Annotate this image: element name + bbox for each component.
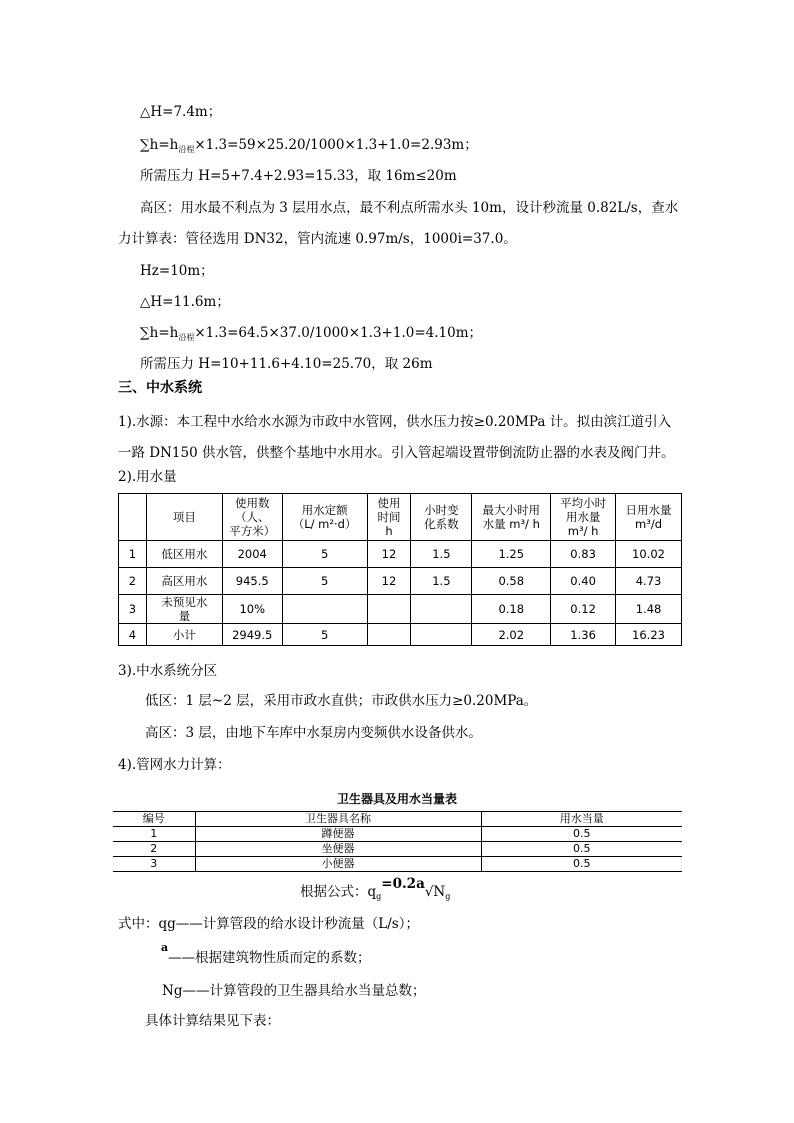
header-line: 时间 <box>377 510 401 524</box>
header-line: 用水定额 <box>301 503 348 517</box>
header-line: m³/d <box>635 517 663 531</box>
table-cell: 蹲便器 <box>195 827 481 842</box>
table-cell: 16.23 <box>616 624 682 646</box>
table-cell: 1 <box>119 541 147 568</box>
table-cell: 10% <box>222 595 282 624</box>
table-cell: 坐便器 <box>195 842 481 857</box>
table-cell: 4.73 <box>616 568 682 595</box>
table-cell: 低区用水 <box>146 541 222 568</box>
table-cell: 945.5 <box>222 568 282 595</box>
fixture-equivalent-table <box>113 811 682 872</box>
table-row <box>119 541 682 568</box>
table-cell: 1.48 <box>616 595 682 624</box>
subscript: 沿程 <box>178 145 195 154</box>
header-cell <box>551 494 616 541</box>
header-line: 平方米） <box>229 524 276 538</box>
table-cell: 3 <box>113 857 195 872</box>
table-cell: 5 <box>282 568 367 595</box>
table-cell: 2004 <box>222 541 282 568</box>
text-line: 力计算表：管径选用 DN32，管内流速 0.97m/s，1000i=37.0。 <box>118 231 517 247</box>
header-cell <box>411 494 472 541</box>
header-line: （L/ m²·d） <box>292 517 357 531</box>
table-cell: 1.5 <box>411 541 472 568</box>
table-cell <box>146 595 222 624</box>
table-row <box>113 827 682 842</box>
table-cell: 0.5 <box>481 842 682 857</box>
header-line: 平均小时 <box>560 496 607 510</box>
formula-symbol: q <box>367 884 377 900</box>
table-cell: 2949.5 <box>222 624 282 646</box>
table-row <box>119 624 682 646</box>
text-line: ——根据建筑物性质而定的系数； <box>168 950 371 966</box>
header-cell <box>616 494 682 541</box>
text-line: 所需压力 H=5+7.4+2.93=15.33，取 16m≤20m <box>140 168 457 184</box>
subscript: g <box>376 892 382 901</box>
table-cell: 0.58 <box>472 568 551 595</box>
header-line: （人、 <box>234 510 270 524</box>
text-line: 式中：qg——计算管段的给水设计秒流量（L/s）； <box>118 916 419 932</box>
header-line: h <box>385 524 393 538</box>
header-line: m³/ h <box>567 524 599 538</box>
table-cell: 2 <box>119 568 147 595</box>
table-cell <box>367 595 411 624</box>
header-cell <box>119 494 147 541</box>
table-cell: 1 <box>113 827 195 842</box>
table-cell: 2.02 <box>472 624 551 646</box>
header-cell <box>472 494 551 541</box>
formula-label: 根据公式： <box>300 884 368 900</box>
table-row <box>119 595 682 624</box>
text-line: Hz=10m； <box>140 263 214 279</box>
table-cell <box>282 595 367 624</box>
table-cell: 5 <box>282 624 367 646</box>
text-line: △H=11.6m； <box>140 294 230 310</box>
header-cell <box>367 494 411 541</box>
cell-line: 量 <box>178 609 191 623</box>
text-fragment: ∑h=h <box>140 325 179 341</box>
table-caption: 卫生器具及用水当量表 <box>336 792 457 806</box>
table-row <box>113 857 682 872</box>
header-cell <box>282 494 367 541</box>
text-line: 低区：1 层~2 层，采用市政水直供；市政供水压力≥0.20MPa。 <box>145 693 538 709</box>
text-line: 2).用水量 <box>118 469 177 485</box>
header-cell: 用水当量 <box>481 812 682 827</box>
table-cell: 1.5 <box>411 568 472 595</box>
text-fragment: ∑h=h <box>140 137 179 153</box>
header-cell <box>222 494 282 541</box>
table-cell: 2 <box>113 842 195 857</box>
header-line: 小时变 <box>424 503 459 517</box>
table-row <box>113 842 682 857</box>
text-line <box>140 325 482 346</box>
table-cell: 5 <box>282 541 367 568</box>
header-line: 使用数 <box>234 496 270 510</box>
header-cell: 编号 <box>113 812 195 827</box>
header-line: 日用水量 <box>625 503 672 517</box>
flow-formula <box>300 876 451 901</box>
table-cell: 0.83 <box>551 541 616 568</box>
text-line: 3).中水系统分区 <box>118 663 218 679</box>
water-usage-table <box>118 493 682 646</box>
text-line: 1).水源：本工程中水给水水源为市政中水管网，供水压力按≥0.20MPa 计。拟由滨江道引入 <box>118 414 672 430</box>
table-header-row <box>119 494 682 541</box>
text-line: 高区：用水最不利点为 3 层用水点，最不利点所需水头 10m，设计秒流量 0.82L/s，查水 <box>140 200 679 216</box>
table-cell: 0.12 <box>551 595 616 624</box>
text-fragment: ×1.3=64.5×37.0/1000×1.3+1.0=4.10m； <box>194 325 483 341</box>
table-header-row <box>113 812 682 827</box>
table-cell: 0.5 <box>481 827 682 842</box>
table-cell: 12 <box>367 568 411 595</box>
table-cell <box>367 624 411 646</box>
header-cell: 卫生器具名称 <box>195 812 481 827</box>
table-cell: 高区用水 <box>146 568 222 595</box>
header-line: 最大小时用 <box>482 503 540 517</box>
formula-coefficient: =0.2a <box>381 876 425 892</box>
table-cell: 0.18 <box>472 595 551 624</box>
subscript: g <box>445 892 451 901</box>
table-cell: 10.02 <box>616 541 682 568</box>
header-line: 用水量 <box>565 510 601 524</box>
table-cell: 4 <box>119 624 147 646</box>
table-cell: 小计 <box>146 624 222 646</box>
header-line: 水量 m³/ h <box>482 517 540 531</box>
table-cell: 0.40 <box>551 568 616 595</box>
header-cell: 项目 <box>146 494 222 541</box>
text-line: 一路 DN150 供水管，供整个基地中水用水。引入管起端设置带倒流防止器的水表及阀门井。 <box>118 445 675 461</box>
table-cell: 1.36 <box>551 624 616 646</box>
table-cell: 12 <box>367 541 411 568</box>
table-cell: 0.5 <box>481 857 682 872</box>
table-cell: 小便器 <box>195 857 481 872</box>
table-cell: 1.25 <box>472 541 551 568</box>
text-line: 高区：3 层，由地下车库中水泵房内变频供水设备供水。 <box>145 725 482 741</box>
header-line: 使用 <box>377 496 401 510</box>
text-line <box>140 137 478 158</box>
header-line: 化系数 <box>424 517 459 531</box>
table-cell <box>411 624 472 646</box>
table-cell: 3 <box>119 595 147 624</box>
text-line: 所需压力 H=10+11.6+4.10=25.70，取 26m <box>140 356 433 372</box>
text-line: △H=7.4m； <box>140 104 222 120</box>
table-row <box>119 568 682 595</box>
section-heading: 三、中水系统 <box>118 380 202 396</box>
subscript: 沿程 <box>178 333 195 342</box>
coefficient-symbol: a <box>161 941 169 954</box>
table-cell <box>411 595 472 624</box>
text-line: 4).管网水力计算： <box>118 757 231 773</box>
cell-line: 未预见水 <box>161 595 208 609</box>
text-fragment: ×1.3=59×25.20/1000×1.3+1.0=2.93m； <box>194 137 478 153</box>
formula-root: √N <box>424 884 446 900</box>
text-line: 具体计算结果见下表： <box>145 1013 280 1029</box>
text-line: Ng——计算管段的卫生器具给水当量总数； <box>162 983 426 999</box>
